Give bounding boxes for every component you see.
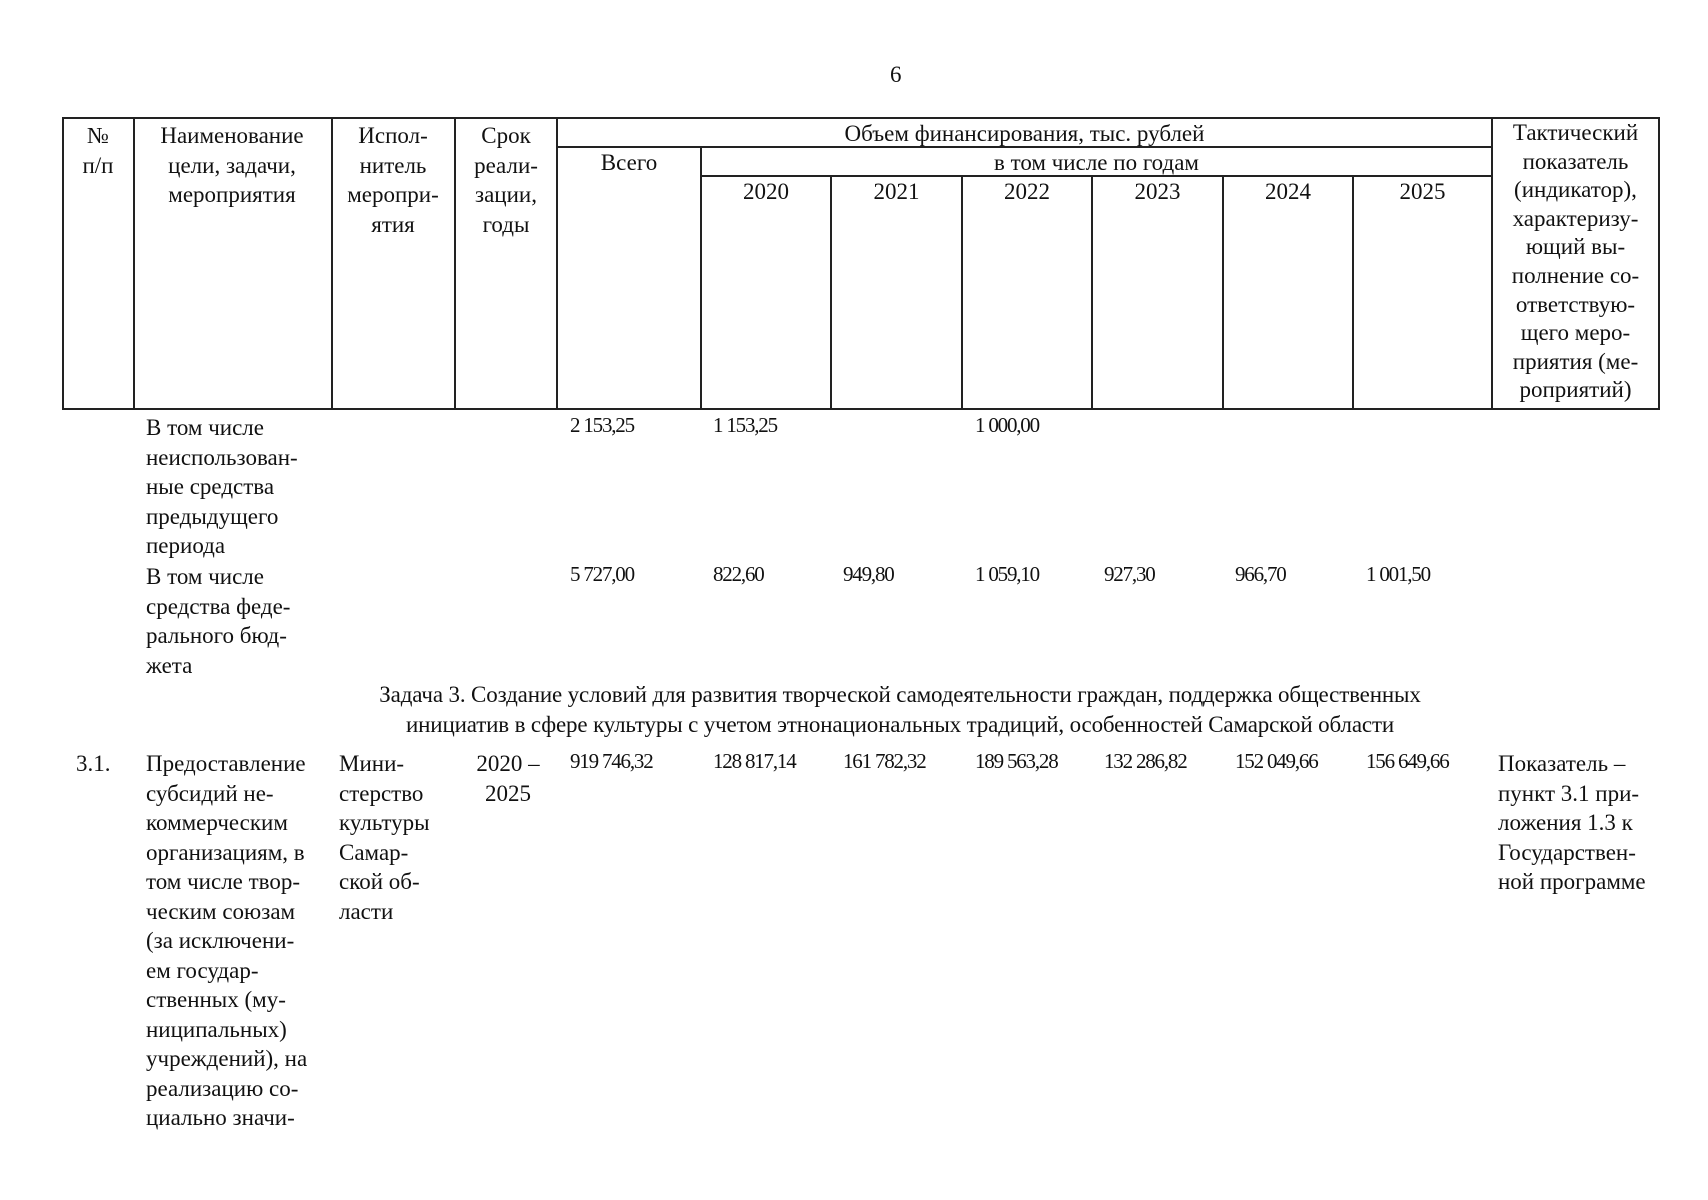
header-col-indicator-line: ющий вы-	[1525, 234, 1626, 260]
row-indicator-line: пункт 3.1 при-	[1498, 780, 1640, 806]
page-number: 6	[890, 62, 902, 87]
row-value-2022: 1 000,00	[975, 413, 1039, 437]
row-executor-line: стерство	[339, 780, 424, 806]
row-name-line: циально значи-	[146, 1105, 295, 1130]
row-value-2022: 189 563,28	[975, 749, 1058, 773]
row-name-line: учреждений), на	[146, 1046, 308, 1071]
row-name-line: Предоставление	[146, 751, 306, 776]
task-heading-line: Задача 3. Создание условий для развития творческой самодеятельности граждан, поддержка общественных	[379, 682, 1421, 707]
header-col-indicator-line: приятия (ме-	[1512, 348, 1639, 374]
header-col-term	[456, 121, 556, 239]
header-year: 2024	[1265, 179, 1311, 204]
header-col-indicator-line: полнение со-	[1511, 262, 1640, 288]
header-financing-title: Объем финансирования, тыс. рублей	[844, 121, 1205, 146]
row-name-line: субсидий не-	[146, 780, 274, 806]
header-col-number-line: №	[87, 123, 109, 148]
row-total: 5 727,00	[570, 562, 634, 586]
row-name	[146, 562, 290, 680]
row-executor-line: ской об-	[339, 869, 420, 894]
row-value-2020: 128 817,14	[713, 749, 796, 773]
row-value-2024: 152 049,66	[1235, 749, 1318, 773]
header-col-indicator	[1493, 119, 1658, 405]
row-name-line: ем государ-	[146, 957, 259, 983]
row-executor-line: Самар-	[339, 839, 409, 865]
row-executor	[339, 749, 430, 926]
row-number: 3.1.	[76, 751, 111, 776]
row-name-line: ственных (му-	[146, 987, 286, 1012]
header-col-name-line: мероприятия	[168, 182, 296, 207]
row-indicator-line: Государствен-	[1498, 839, 1636, 865]
header-col-name-line: Наименование	[160, 123, 304, 148]
header-col-name-line: цели, задачи,	[168, 152, 296, 178]
header-col-indicator-line: показатель	[1522, 148, 1629, 174]
row-name-line: организациям, в	[146, 839, 305, 865]
header-col-executor	[333, 121, 453, 239]
row-name-line: ниципальных)	[146, 1016, 287, 1042]
row-name-line: В том числе	[146, 415, 264, 440]
row-name	[146, 413, 298, 561]
header-col-term-line: годы	[482, 211, 530, 237]
header-col-term-line: Срок	[481, 123, 531, 148]
row-name-line: коммерческим	[146, 810, 288, 835]
row-executor-line: ласти	[339, 898, 394, 924]
header-year: 2025	[1399, 179, 1446, 204]
header-by-years: в том числе по годам	[994, 150, 1199, 175]
header-col-executor-line: Испол-	[358, 123, 428, 148]
header-col-number-line: п/п	[82, 152, 114, 178]
row-value-2025: 1 001,50	[1366, 562, 1430, 586]
header-year: 2022	[1004, 179, 1050, 204]
task-heading	[140, 680, 1660, 739]
header-year: 2023	[1134, 179, 1181, 204]
row-value-2020: 1 153,25	[713, 413, 777, 437]
row-value-2020: 822,60	[713, 562, 764, 586]
row-value-2023: 927,30	[1104, 562, 1155, 586]
row-value-2022: 1 059,10	[975, 562, 1039, 586]
row-executor-line: Мини-	[339, 751, 405, 776]
header-col-name	[134, 121, 330, 210]
row-indicator	[1498, 749, 1646, 897]
header-col-indicator-line: роприятий)	[1519, 377, 1632, 403]
header-col-term-line: реали-	[474, 152, 538, 178]
header-col-term-line: зации,	[475, 182, 537, 207]
row-name-line: периода	[146, 533, 226, 558]
row-total: 2 153,25	[570, 413, 634, 437]
header-year: 2021	[873, 179, 920, 204]
row-value-2021: 949,80	[843, 562, 894, 586]
header-col-indicator-line: Тактический	[1512, 120, 1639, 145]
header-col-indicator-line: характеризу-	[1512, 205, 1639, 231]
row-indicator-line: ной программе	[1498, 869, 1646, 894]
header-col-executor-line: меропри-	[347, 182, 439, 207]
header-col-indicator-line: щего меро-	[1520, 320, 1631, 346]
row-value-2025: 156 649,66	[1366, 749, 1449, 773]
row-total: 919 746,32	[570, 749, 653, 773]
header-col-indicator-line: (индикатор),	[1514, 177, 1637, 203]
row-name-line: средства феде-	[146, 593, 291, 619]
row-name-line: рального бюд-	[146, 623, 287, 648]
row-term-line: 2020 –	[476, 751, 540, 776]
header-col-executor-line: ятия	[371, 211, 415, 237]
row-name-line: реализацию со-	[146, 1075, 299, 1101]
row-name-line: ные средства	[146, 474, 275, 499]
row-name-line: ческим союзам	[146, 898, 296, 924]
row-value-2023: 132 286,82	[1104, 749, 1187, 773]
row-name-line: том числе твор-	[146, 869, 301, 894]
header-year: 2020	[743, 179, 789, 204]
header-col-executor-line: нитель	[359, 152, 427, 178]
row-term	[462, 749, 554, 808]
row-name	[146, 749, 307, 1133]
row-indicator-line: ложения 1.3 к	[1498, 810, 1633, 835]
header-col-number	[64, 121, 132, 180]
row-executor-line: культуры	[339, 810, 430, 835]
task-heading-line: инициатив в сфере культуры с учетом этнонациональных традиций, особенностей Самарской области	[405, 711, 1395, 737]
row-indicator-line: Показатель –	[1498, 751, 1626, 776]
row-name-line: (за исключени-	[146, 928, 295, 953]
row-term-line: 2025	[485, 780, 531, 806]
header-col-indicator-line: ответствую-	[1515, 291, 1636, 317]
row-name-line: жета	[146, 652, 193, 678]
row-name-line: предыдущего	[146, 503, 279, 529]
row-value-2021: 161 782,32	[843, 749, 926, 773]
row-value-2024: 966,70	[1235, 562, 1286, 586]
header-total: Всего	[600, 150, 658, 175]
row-name-line: В том числе	[146, 564, 264, 589]
row-name-line: неиспользован-	[146, 444, 298, 470]
